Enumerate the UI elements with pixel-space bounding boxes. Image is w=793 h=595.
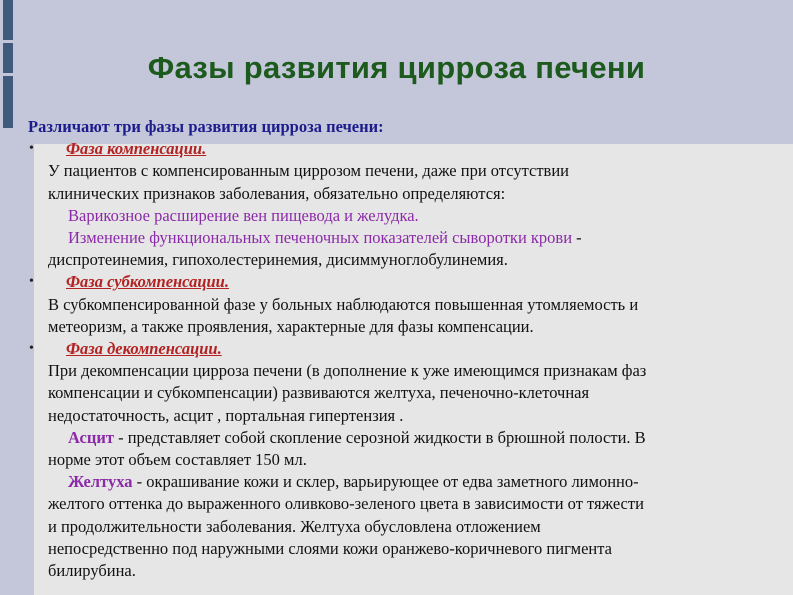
finding-item-dash: - [572, 228, 582, 248]
definition-line: желтого оттенка до выраженного оливково-зеленого цвета в зависимости от тяжести [48, 494, 644, 514]
term-jaundice: Желтуха [68, 472, 133, 492]
phase-text-line: недостаточность, асцит , портальная гипертензия . [48, 405, 404, 425]
definition-text: - представляет собой скопление серозной жидкости в брюшной полости. В [113, 427, 646, 447]
intro-text: Различают три фазы развития цирроза печени: [28, 117, 384, 136]
phase-heading [28, 271, 788, 293]
left-decor-bar [0, 0, 16, 595]
phase-heading [28, 138, 788, 160]
definition-line: и продолжительности заболевания. Желтуха обусловлена отложением [48, 516, 541, 536]
definition-line: билирубина. [48, 561, 136, 581]
slide-content [28, 116, 788, 582]
phase-text-line: диспротеинемия, гипохолестеринемия, дисиммуноглобулинемия. [48, 250, 508, 270]
phase-text-line: компенсации и субкомпенсации) развиваются желтуха, печеночно-клеточная [48, 383, 590, 403]
decor-segment [3, 0, 13, 40]
phase-label: Фаза субкомпенсации. [66, 272, 229, 292]
bullet-icon: • [29, 341, 34, 357]
finding-item-text: Изменение функциональных печеночных показателей сыворотки крови [68, 228, 573, 248]
bullet-icon: • [29, 274, 34, 290]
term-ascites: Асцит [68, 427, 114, 447]
definition-text: - окрашивание кожи и склер, варьирующее от едва заметного лимонно- [132, 472, 639, 492]
phase-text-line: клинических признаков заболевания, обязательно определяются: [48, 183, 506, 203]
finding-item [28, 227, 788, 249]
finding-item: Варикозное расширение вен пищевода и желудка. [68, 205, 419, 225]
phase-label: Фаза компенсации. [66, 139, 207, 159]
phase-label: Фаза декомпенсации. [66, 339, 222, 359]
definition-line: норме этот объем составляет 150 мл. [48, 450, 307, 470]
phase-text-line: В субкомпенсированной фазе у больных наблюдаются повышенная утомляемость и [48, 294, 639, 314]
phase-heading [28, 338, 788, 360]
phase-text-line: метеоризм, а также проявления, характерные для фазы компенсации. [48, 316, 534, 336]
phase-text-line: При декомпенсации цирроза печени (в дополнение к уже имеющимся признакам фаз [48, 361, 647, 381]
definition-line: непосредственно под наружными слоями кожи оранжево-коричневого пигмента [48, 538, 612, 558]
definition-line [28, 427, 788, 449]
slide-title: Фазы развития цирроза печени [147, 50, 646, 85]
bullet-icon: • [29, 141, 34, 157]
phase-text-line: У пациентов с компенсированным циррозом печени, даже при отсутствии [48, 161, 569, 181]
definition-line [28, 471, 788, 493]
